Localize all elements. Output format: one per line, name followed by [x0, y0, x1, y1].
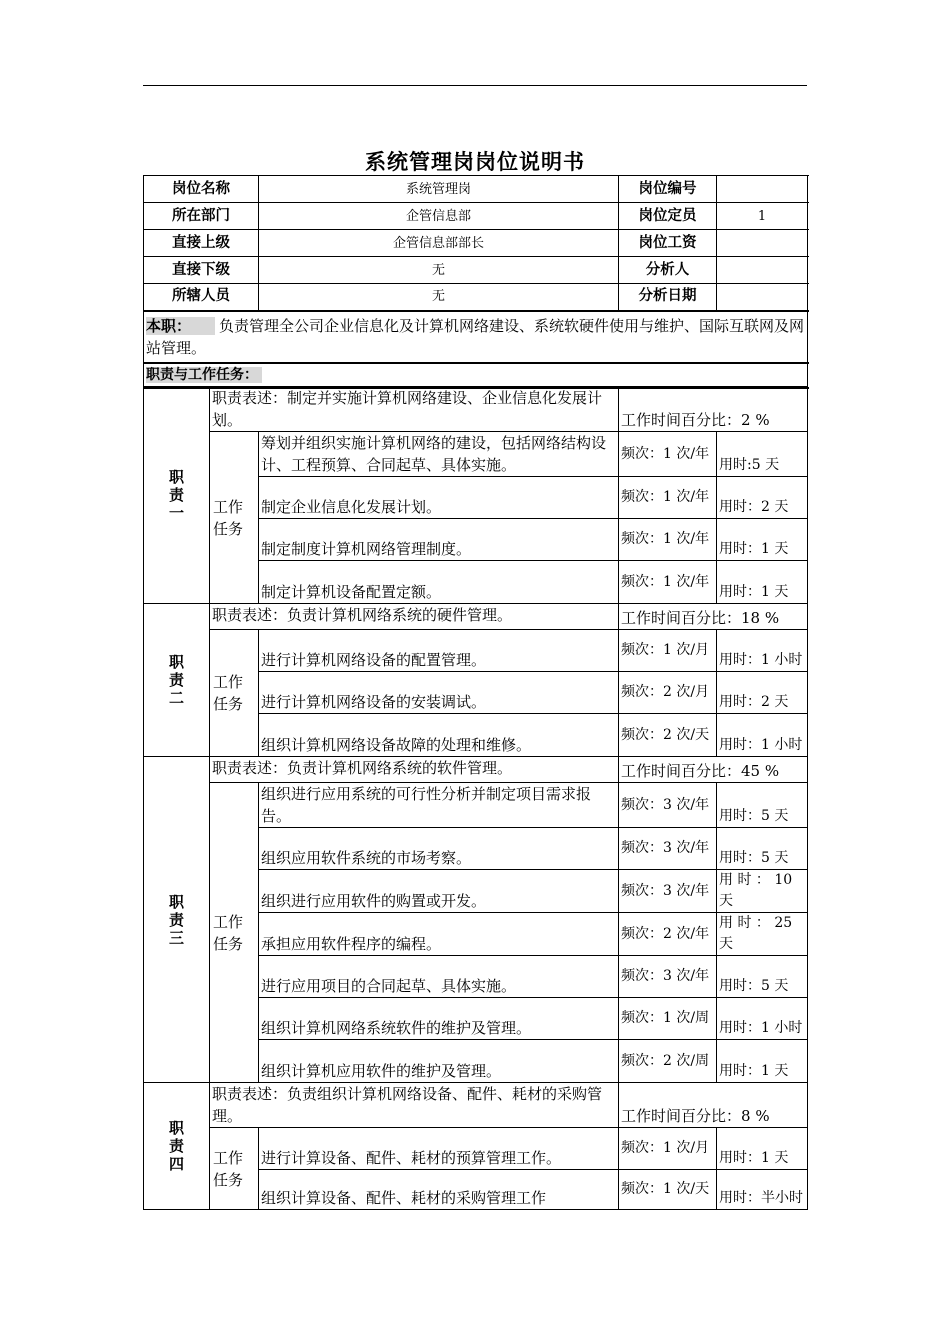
task-text: 组织计算机应用软件的维护及管理。	[259, 1040, 619, 1083]
task-duration: 用时：1 天	[717, 1040, 808, 1083]
duty-name-char: 责	[168, 486, 184, 504]
label-supervisor: 直接上级	[144, 230, 259, 257]
task-duration: 用时：1 天	[717, 519, 808, 561]
task-frequency: 频次：1 次/年	[619, 519, 717, 561]
duty-name	[146, 1119, 207, 1173]
value-supervisor: 企管信息部部长	[259, 230, 619, 257]
task-row	[144, 1128, 808, 1170]
page-title: 系统管理岗岗位说明书	[365, 150, 585, 174]
duty-name-char: 职	[168, 1119, 184, 1137]
task-frequency: 频次：2 次/年	[619, 913, 717, 956]
duty-desc: 职责表述：负责计算机网络系统的软件管理。	[210, 757, 619, 783]
duty-name-char: 责	[168, 910, 184, 929]
header-row	[144, 230, 808, 257]
section-cell	[144, 363, 808, 388]
value-position-code	[717, 176, 808, 203]
task-duration: 用时：5 天	[717, 783, 808, 828]
task-text: 组织计算设备、配件、耗材的采购管理工作	[259, 1170, 619, 1210]
label-position-name: 岗位名称	[144, 176, 259, 203]
label-staff: 所辖人员	[144, 284, 259, 311]
task-text: 筹划并组织实施计算机网络的建设，包括网络结构设计、工程预算、合同起草、具体实施。	[259, 432, 619, 477]
duty-name	[146, 893, 207, 947]
task-duration: 用时：1 天	[717, 561, 808, 604]
duty-name-char: 三	[168, 928, 184, 947]
label-subordinate: 直接下级	[144, 257, 259, 284]
value-position-name: 系统管理岗	[259, 176, 619, 203]
task-frequency: 频次：2 次/天	[619, 714, 717, 757]
value-analyst	[717, 257, 808, 284]
task-frequency: 频次：1 次/年	[619, 432, 717, 477]
task-label	[210, 783, 259, 1083]
task-row	[144, 630, 808, 672]
duty-name-char: 四	[168, 1155, 184, 1173]
task-text: 进行计算机网络设备的配置管理。	[259, 630, 619, 672]
duty-desc-row	[144, 604, 808, 630]
duty-desc: 职责表述：制定并实施计算机网络建设、企业信息化发展计划。	[210, 387, 619, 432]
task-text: 组织应用软件系统的市场考察。	[259, 828, 619, 870]
duty-desc: 职责表述：负责组织计算机网络设备、配件、耗材的采购管理。	[210, 1083, 619, 1128]
duty-name-char: 职	[168, 468, 184, 486]
value-salary	[717, 230, 808, 257]
task-duration: 用时：1 天	[717, 1128, 808, 1170]
task-frequency: 频次：1 次/周	[619, 998, 717, 1040]
task-row	[144, 783, 808, 828]
benzhi-text: 负责管理全公司企业信息化及计算机网络建设、系统软硬件使用与维护、国际互联网及网站管理。	[146, 316, 805, 357]
task-label-text: 工作任务	[213, 1148, 244, 1189]
duty-percentage: 工作时间百分比：2 %	[619, 387, 808, 432]
section-row	[144, 363, 808, 388]
task-frequency: 频次：1 次/天	[619, 1170, 717, 1210]
task-duration: 用时：5 天	[717, 956, 808, 998]
task-text: 组织计算机网络系统软件的维护及管理。	[259, 998, 619, 1040]
task-duration: 用时：半小时	[717, 1170, 808, 1210]
value-headcount: 1	[717, 203, 808, 230]
task-label-text: 工作任务	[213, 497, 244, 538]
label-analysis-date: 分析日期	[619, 284, 717, 311]
value-analysis-date	[717, 284, 808, 311]
task-text: 组织计算机网络设备故障的处理和维修。	[259, 714, 619, 757]
duty-name-char: 责	[168, 671, 184, 689]
task-frequency: 频次：3 次/年	[619, 828, 717, 870]
task-label	[210, 630, 259, 757]
duty-desc-row	[144, 757, 808, 783]
duty-desc-row	[144, 387, 808, 432]
task-frequency: 频次：1 次/年	[619, 477, 717, 519]
duty-desc: 职责表述：负责计算机网络系统的硬件管理。	[210, 604, 619, 630]
task-text: 组织进行应用系统的可行性分析并制定项目需求报告。	[259, 783, 619, 828]
task-frequency: 频次：2 次/周	[619, 1040, 717, 1083]
job-description-table	[143, 175, 808, 389]
task-duration: 用 时 ： 10天	[717, 870, 808, 913]
value-department: 企管信息部	[259, 203, 619, 230]
task-duration: 用时：1 小时	[717, 998, 808, 1040]
benzhi-row	[144, 311, 808, 363]
duty-name-cell	[144, 604, 210, 757]
task-duration: 用时：2 天	[717, 672, 808, 714]
task-text: 制定计算机设备配置定额。	[259, 561, 619, 604]
duty-name-cell	[144, 757, 210, 1083]
label-position-code: 岗位编号	[619, 176, 717, 203]
duties-table	[143, 386, 808, 1210]
task-label-text: 工作任务	[213, 912, 244, 953]
duty-name-char: 职	[168, 653, 184, 671]
task-duration: 用时：1 小时	[717, 630, 808, 672]
duty-name-char: 一	[168, 504, 184, 522]
task-text: 组织进行应用软件的购置或开发。	[259, 870, 619, 913]
value-staff: 无	[259, 284, 619, 311]
label-department: 所在部门	[144, 203, 259, 230]
duty-name-char: 责	[168, 1137, 184, 1155]
task-duration: 用 时 ： 25天	[717, 913, 808, 956]
section-label: 职责与工作任务：	[146, 367, 262, 383]
task-frequency: 频次：2 次/月	[619, 672, 717, 714]
task-frequency: 频次：1 次/年	[619, 561, 717, 604]
duty-name-char: 二	[168, 689, 184, 707]
task-frequency: 频次：3 次/年	[619, 870, 717, 913]
header-rule	[143, 85, 807, 86]
task-duration: 用时：2 天	[717, 477, 808, 519]
task-frequency: 频次：1 次/月	[619, 630, 717, 672]
task-frequency: 频次：3 次/年	[619, 783, 717, 828]
task-text: 进行计算设备、配件、耗材的预算管理工作。	[259, 1128, 619, 1170]
task-text: 进行应用项目的合同起草、具体实施。	[259, 956, 619, 998]
benzhi-cell	[144, 311, 808, 363]
header-row	[144, 257, 808, 284]
duty-percentage: 工作时间百分比：45 %	[619, 757, 808, 783]
duty-percentage: 工作时间百分比：18 %	[619, 604, 808, 630]
task-label	[210, 1128, 259, 1210]
duty-name-cell	[144, 1083, 210, 1210]
duty-desc-row	[144, 1083, 808, 1128]
header-row	[144, 203, 808, 230]
task-text: 制定企业信息化发展计划。	[259, 477, 619, 519]
duty-name	[146, 653, 207, 707]
task-duration: 用时：1 小时	[717, 714, 808, 757]
duty-name-char: 职	[168, 892, 184, 911]
duty-name	[146, 468, 207, 522]
label-headcount: 岗位定员	[619, 203, 717, 230]
duty-name-cell	[144, 387, 210, 604]
task-label	[210, 432, 259, 604]
task-duration: 用时：5 天	[717, 828, 808, 870]
task-text: 承担应用软件程序的编程。	[259, 913, 619, 956]
task-frequency: 频次：1 次/月	[619, 1128, 717, 1170]
task-duration: 用时:5 天	[717, 432, 808, 477]
label-analyst: 分析人	[619, 257, 717, 284]
task-text: 进行计算机网络设备的安装调试。	[259, 672, 619, 714]
duty-percentage: 工作时间百分比：8 %	[619, 1083, 808, 1128]
task-text: 制定制度计算机网络管理制度。	[259, 519, 619, 561]
task-row	[144, 432, 808, 477]
benzhi-label: 本职：	[146, 317, 215, 335]
label-salary: 岗位工资	[619, 230, 717, 257]
value-subordinate: 无	[259, 257, 619, 284]
header-row	[144, 176, 808, 203]
header-row	[144, 284, 808, 311]
task-frequency: 频次：3 次/年	[619, 956, 717, 998]
task-label-text: 工作任务	[213, 673, 244, 713]
